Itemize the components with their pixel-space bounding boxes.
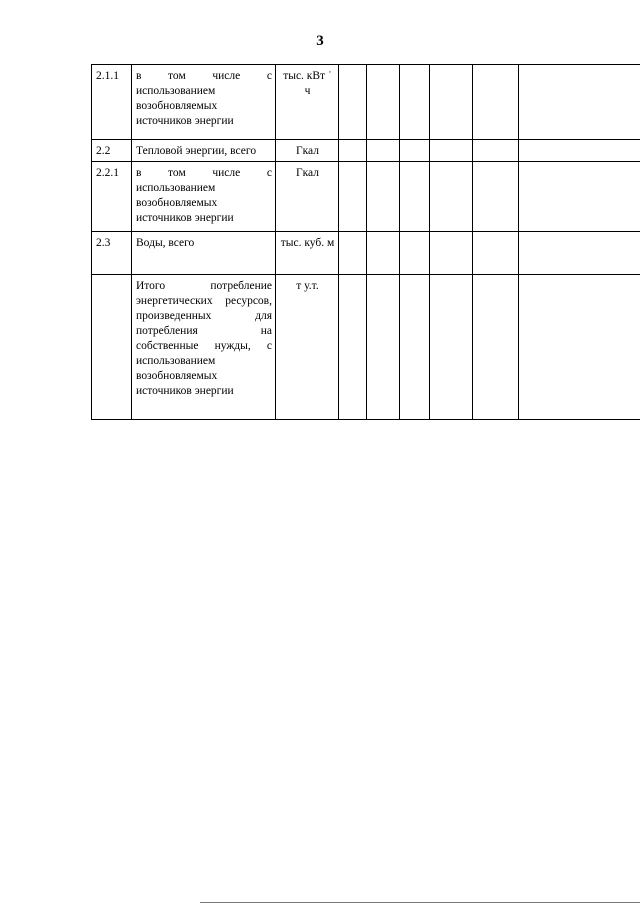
empty-cell — [400, 232, 430, 275]
row-number: 2.2 — [92, 140, 132, 162]
empty-cell — [367, 140, 400, 162]
energy-table — [91, 64, 640, 420]
empty-cell — [339, 65, 367, 140]
empty-cell — [430, 232, 473, 275]
row-unit: тыс. кВт ˙ ч — [276, 65, 339, 140]
table-row — [92, 65, 640, 140]
empty-cell — [473, 65, 519, 140]
empty-cell — [400, 162, 430, 232]
empty-cell — [339, 232, 367, 275]
empty-cell — [367, 65, 400, 140]
empty-cell — [367, 275, 400, 420]
row-number — [92, 275, 132, 420]
row-name: в том числе с использованием возобновляемых источников энергии — [132, 65, 276, 140]
empty-cell — [430, 65, 473, 140]
scan-edge-line — [200, 902, 640, 903]
empty-cell — [473, 275, 519, 420]
row-number: 2.3 — [92, 232, 132, 275]
empty-cell — [400, 65, 430, 140]
empty-cell — [519, 275, 640, 420]
empty-cell — [430, 162, 473, 232]
table-row — [92, 232, 640, 275]
empty-cell — [519, 162, 640, 232]
empty-cell — [367, 162, 400, 232]
table-row — [92, 275, 640, 420]
empty-cell — [339, 162, 367, 232]
row-name: Тепловой энергии, всего — [132, 140, 276, 162]
empty-cell — [519, 65, 640, 140]
empty-cell — [430, 275, 473, 420]
row-unit: Гкал — [276, 140, 339, 162]
row-unit: т у.т. — [276, 275, 339, 420]
empty-cell — [339, 140, 367, 162]
empty-cell — [400, 275, 430, 420]
row-unit: Гкал — [276, 162, 339, 232]
empty-cell — [339, 275, 367, 420]
empty-cell — [473, 162, 519, 232]
page-number: 3 — [316, 33, 324, 49]
row-name: Воды, всего — [132, 232, 276, 275]
empty-cell — [519, 140, 640, 162]
empty-cell — [400, 140, 430, 162]
table-row — [92, 140, 640, 162]
empty-cell — [519, 232, 640, 275]
empty-cell — [473, 140, 519, 162]
empty-cell — [473, 232, 519, 275]
row-number: 2.2.1 — [92, 162, 132, 232]
empty-cell — [430, 140, 473, 162]
row-unit: тыс. куб. м — [276, 232, 339, 275]
row-name: в том числе с использованием возобновляемых источников энергии — [132, 162, 276, 232]
table-row — [92, 162, 640, 232]
row-number: 2.1.1 — [92, 65, 132, 140]
empty-cell — [367, 232, 400, 275]
row-name: Итого потребление энергетических ресурсов, произведенных для потребления на собственные нужды, с использованием возобновляемых источников энергии — [132, 275, 276, 420]
